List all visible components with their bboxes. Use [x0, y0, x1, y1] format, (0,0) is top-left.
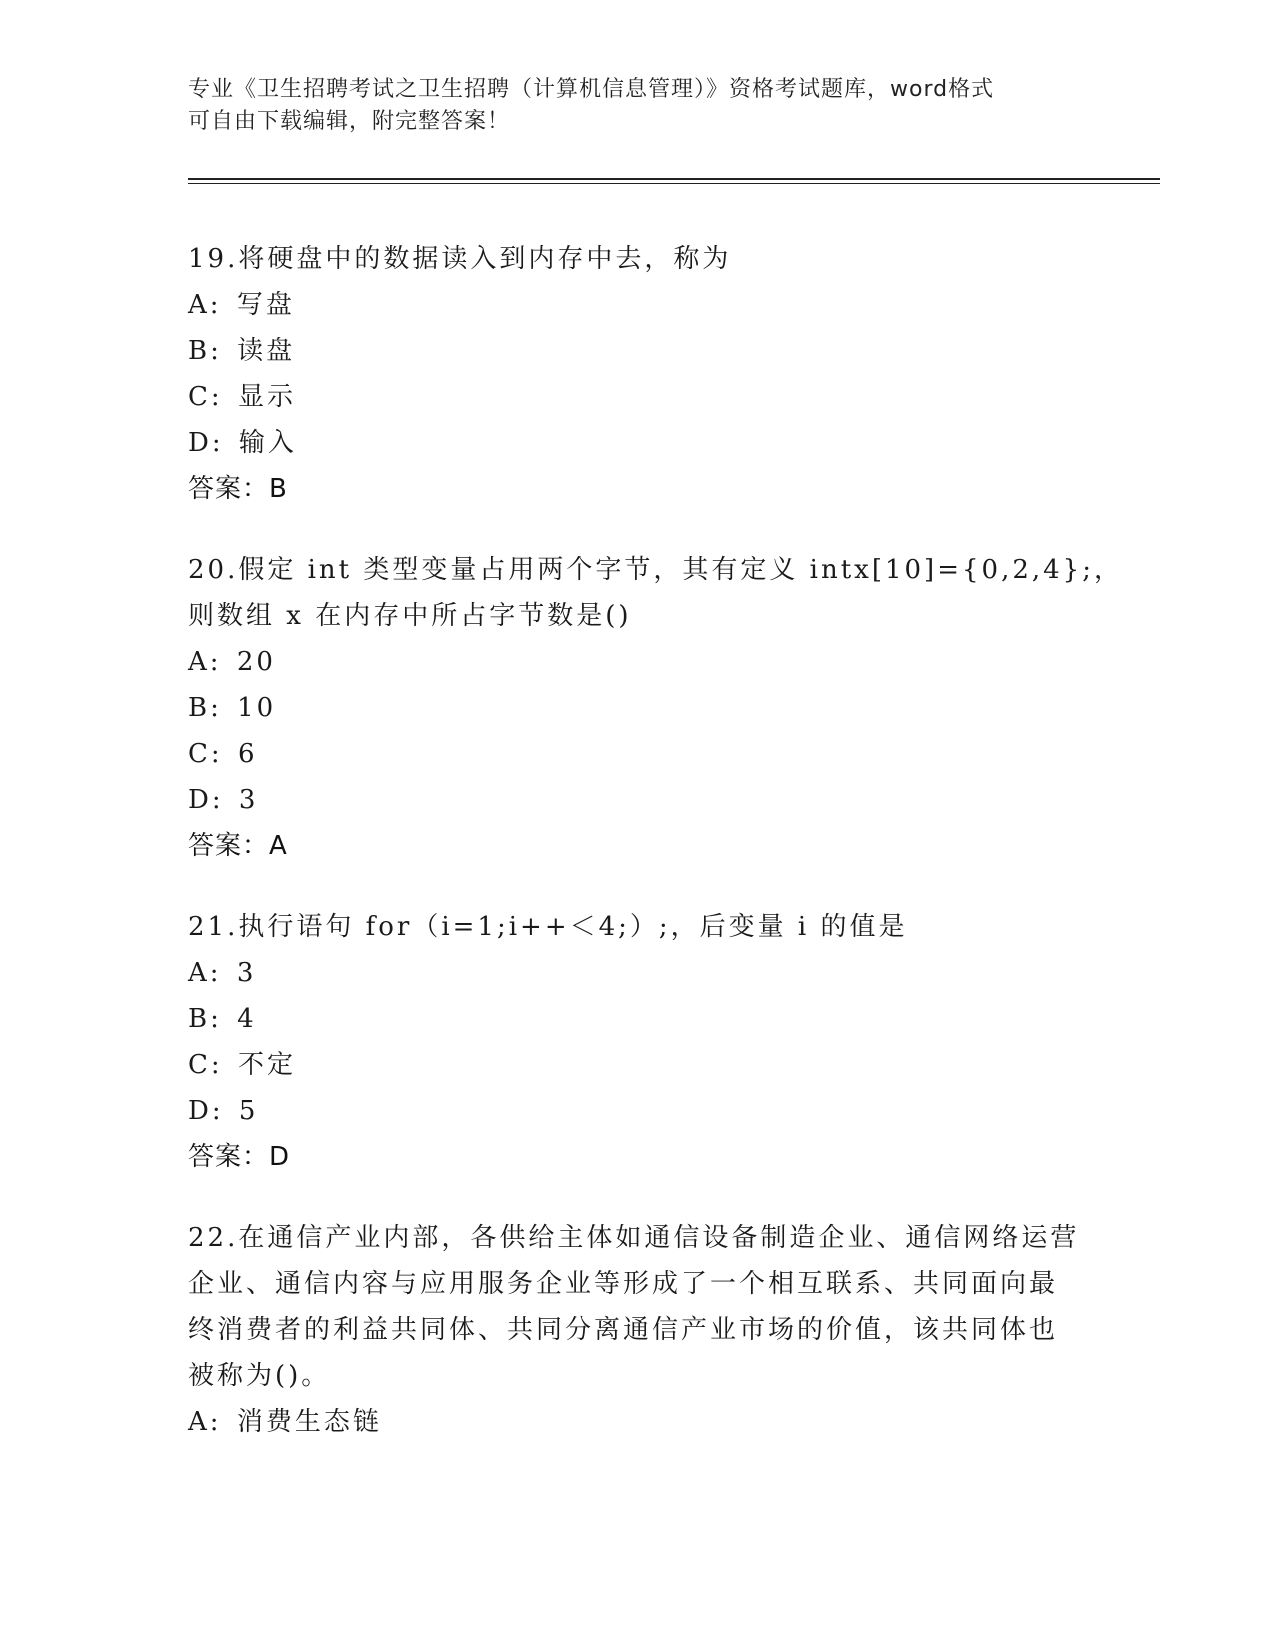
answer-line: 答案：B — [188, 474, 288, 504]
option-text: 显示 — [237, 382, 296, 412]
option-letter: B — [188, 1004, 211, 1034]
option-d: D: 输入 — [188, 420, 1148, 466]
option-text: 4 — [237, 1004, 257, 1034]
option-c: C: 不定 — [188, 1042, 1148, 1088]
option-a: A: 3 — [188, 950, 1148, 996]
question-20 — [188, 547, 1148, 869]
question-22 — [188, 1215, 1148, 1445]
option-letter: C — [188, 382, 211, 412]
option-letter: B — [188, 693, 211, 723]
question-text: 19.将硬盘中的数据读入到内存中去，称为 — [188, 244, 732, 274]
option-letter: A — [188, 1407, 210, 1437]
option-text: 10 — [237, 693, 277, 723]
option-text: 写盘 — [236, 290, 295, 320]
option-text: 消费生态链 — [236, 1407, 382, 1437]
option-text: 20 — [236, 647, 276, 677]
question-19 — [188, 236, 1148, 512]
option-letter: A — [188, 290, 210, 320]
question-text: 则数组 x 在内存中所占字节数是() — [188, 601, 632, 631]
option-c: C: 显示 — [188, 374, 1148, 420]
option-text: 3 — [236, 958, 257, 988]
option-b: B: 10 — [188, 685, 1148, 731]
answer-line: 答案：A — [188, 831, 288, 861]
option-letter: A — [188, 647, 210, 677]
question-text: 20.假定 int 类型变量占用两个字节，其有定义 intx[10]={0,2,4};， — [188, 555, 1123, 585]
option-b: B: 4 — [188, 996, 1148, 1042]
header-line-2: 可自由下载编辑，附完整答案！ — [188, 109, 511, 134]
question-text: 21.执行语句 for（i=1;i++＜4;）;，后变量 i 的值是 — [188, 912, 908, 942]
option-letter: D — [188, 785, 212, 815]
option-b: B: 读盘 — [188, 328, 1148, 374]
document-header — [188, 74, 1088, 138]
option-letter: D — [188, 428, 212, 458]
option-letter: D — [188, 1096, 212, 1126]
question-list — [188, 236, 1148, 1480]
header-divider — [188, 178, 1160, 184]
question-text: 22.在通信产业内部，各供给主体如通信设备制造企业、通信网络运营 — [188, 1223, 1080, 1253]
option-letter: A — [188, 958, 210, 988]
option-text: 5 — [238, 1096, 259, 1126]
option-text: 输入 — [238, 428, 297, 458]
header-line-1: 专业《卫生招聘考试之卫生招聘（计算机信息管理）》资格考试题库，word格式 — [188, 77, 995, 102]
question-text: 被称为()。 — [188, 1361, 331, 1391]
option-text: 3 — [238, 785, 259, 815]
option-a: A: 消费生态链 — [188, 1399, 1148, 1445]
option-letter: C — [188, 1050, 211, 1080]
question-text: 企业、通信内容与应用服务企业等形成了一个相互联系、共同面向最 — [188, 1269, 1059, 1299]
option-text: 读盘 — [237, 336, 296, 366]
option-c: C: 6 — [188, 731, 1148, 777]
option-text: 不定 — [237, 1050, 296, 1080]
option-letter: C — [188, 739, 211, 769]
answer-line: 答案：D — [188, 1142, 291, 1172]
option-a: A: 写盘 — [188, 282, 1148, 328]
question-text: 终消费者的利益共同体、共同分离通信产业市场的价值，该共同体也 — [188, 1315, 1059, 1345]
option-a: A: 20 — [188, 639, 1148, 685]
option-d: D: 3 — [188, 777, 1148, 823]
question-21 — [188, 904, 1148, 1180]
option-d: D: 5 — [188, 1088, 1148, 1134]
option-text: 6 — [237, 739, 258, 769]
option-letter: B — [188, 336, 211, 366]
